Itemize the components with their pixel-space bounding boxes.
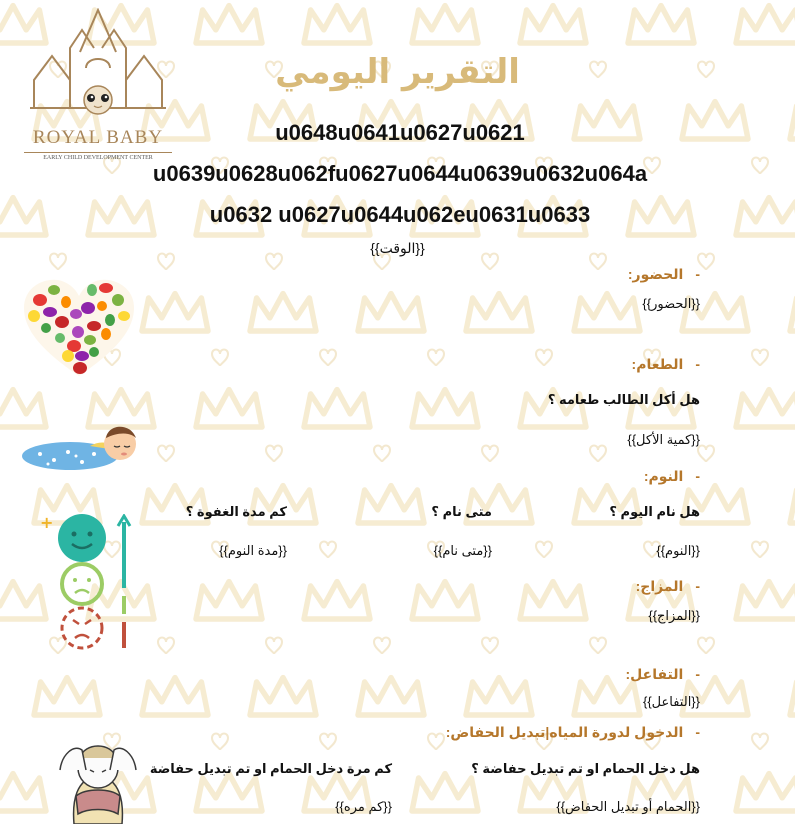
crown-background-icon	[790, 294, 795, 331]
vegetable-icon	[118, 311, 130, 321]
crown-background-icon	[0, 198, 46, 235]
time-placeholder: {{الوقت}}	[370, 240, 425, 256]
crown-background-icon	[358, 486, 424, 523]
heart-background-icon	[212, 350, 228, 367]
crown-background-icon	[304, 390, 370, 427]
mood-heading	[636, 578, 700, 595]
heart-background-icon	[752, 734, 768, 751]
toilet-value-entered: {{الحمام أو تبديل الحفاض}}	[556, 799, 700, 814]
vegetable-icon	[48, 285, 60, 295]
vegetable-icon	[28, 310, 40, 322]
heart-background-icon	[428, 734, 444, 751]
crown-background-icon	[520, 6, 586, 43]
crown-background-icon	[736, 390, 795, 427]
vegetable-icon	[105, 314, 115, 326]
crown-background-icon	[196, 774, 262, 811]
vegetable-icon	[61, 296, 71, 308]
crown-background-icon	[196, 390, 262, 427]
attendance-heading	[628, 266, 700, 283]
bullet-dash: -	[695, 356, 700, 372]
attendance-label: الحضور:	[627, 266, 684, 282]
vegetable-icon	[75, 351, 89, 361]
vegetable-icon	[41, 323, 51, 333]
heart-background-icon	[320, 542, 336, 559]
sleep-label: النوم:	[643, 468, 684, 484]
bullet-dash: -	[695, 666, 700, 682]
crown-background-icon	[412, 6, 478, 43]
vegetable-icon	[101, 328, 111, 340]
bullet-dash: -	[695, 578, 700, 594]
attendance-value: {{الحضور}}	[642, 296, 700, 311]
heart-background-icon	[698, 446, 714, 463]
vegetable-icon	[33, 294, 47, 306]
crown-background-icon	[358, 294, 424, 331]
crown-background-icon	[412, 582, 478, 619]
vegetable-icon	[89, 347, 99, 357]
crown-background-icon	[790, 486, 795, 523]
interaction-heading	[626, 666, 701, 683]
sleep-heading	[644, 468, 700, 485]
heart-background-icon	[158, 638, 174, 655]
crown-background-icon	[304, 582, 370, 619]
crown-background-icon	[466, 678, 532, 715]
sleep-question-when: متى نام ؟	[431, 504, 492, 519]
vegetable-icon	[99, 283, 113, 293]
mood-scale-icon	[38, 514, 138, 650]
crown-background-icon	[736, 582, 795, 619]
mood-label: المزاج:	[635, 578, 684, 594]
food-label: الطعام:	[631, 356, 684, 372]
toilet-question-count: كم مرة دخل الحمام او تم تبديل حفاضة	[149, 761, 392, 776]
sleep-question-slept: هل نام اليوم ؟	[609, 504, 700, 519]
mood-value: {{المزاج}}	[648, 608, 700, 623]
heart-background-icon	[698, 638, 714, 655]
heart-background-icon	[320, 734, 336, 751]
vegetable-icon	[73, 362, 87, 374]
bullet-dash: -	[695, 266, 700, 282]
vegetable-icon	[84, 335, 96, 345]
vegetable-icon	[87, 284, 97, 296]
toilet-label: الدخول لدورة المياه|تبديل الحفاض:	[445, 724, 684, 740]
vegetable-icon	[87, 321, 101, 331]
heart-background-icon	[590, 638, 606, 655]
crown-background-icon	[250, 294, 316, 331]
encoded-name-line-2: u0639u0628u062fu0627u0644u0639u0632u064a	[152, 161, 648, 186]
sleep-question-duration: كم مدة الغفوة ؟	[185, 504, 287, 519]
crown-background-icon	[358, 678, 424, 715]
vegetable-icon	[55, 316, 69, 328]
sleeping-baby-icon	[20, 418, 138, 474]
crown-background-icon	[412, 390, 478, 427]
heart-background-icon	[752, 542, 768, 559]
heart-background-icon	[590, 446, 606, 463]
crown-background-icon	[466, 294, 532, 331]
sleep-value-slept: {{النوم}}	[656, 543, 700, 558]
interaction-value: {{التفاعل}}	[642, 694, 700, 709]
crown-background-icon	[196, 6, 262, 43]
encoded-name-line-1: u0648u0641u0627u0621	[275, 120, 525, 145]
bullet-dash: -	[695, 724, 700, 740]
heart-background-icon	[536, 542, 552, 559]
crown-background-icon	[196, 582, 262, 619]
vegetable-icon	[43, 307, 57, 317]
crown-background-icon	[304, 6, 370, 43]
vegetable-icon	[62, 350, 74, 362]
crown-background-icon	[628, 6, 694, 43]
crown-background-icon	[574, 678, 640, 715]
interaction-label: التفاعل:	[625, 666, 684, 682]
crown-background-icon	[736, 198, 795, 235]
crown-background-icon	[790, 102, 795, 139]
svg-text:+: +	[40, 514, 54, 532]
vegetable-icon	[97, 301, 107, 311]
heart-background-icon	[428, 350, 444, 367]
vegetable-icon	[70, 309, 82, 319]
vegetable-icon	[72, 326, 84, 338]
heart-background-icon	[536, 350, 552, 367]
vegetable-icon	[81, 302, 95, 314]
crown-background-icon	[412, 774, 478, 811]
heart-background-icon	[320, 350, 336, 367]
heart-background-icon	[266, 638, 282, 655]
crown-background-icon	[0, 774, 46, 811]
bullet-dash: -	[695, 468, 700, 484]
crown-background-icon	[736, 6, 795, 43]
crown-background-icon	[520, 582, 586, 619]
page-title: التقرير اليومي	[275, 52, 520, 92]
toilet-value-count: {{كم مره}}	[335, 799, 392, 814]
heart-background-icon	[212, 734, 228, 751]
food-value: {{كمية الأكل}}	[627, 432, 700, 447]
logo-tagline: EARLY CHILD DEVELOPMENT CENTER	[24, 152, 172, 161]
heart-background-icon	[752, 158, 768, 175]
vegetable-icon	[55, 333, 65, 343]
logo-brand: ROYAL BABY	[32, 127, 164, 148]
toilet-heading	[446, 724, 700, 741]
upset-child-icon	[56, 740, 140, 824]
crown-background-icon	[142, 678, 208, 715]
toilet-question-entered: هل دخل الحمام او تم تبديل حفاضة ؟	[471, 761, 700, 776]
vegetable-icon	[112, 294, 124, 306]
crown-background-icon	[790, 678, 795, 715]
heart-background-icon	[374, 446, 390, 463]
sleep-value-when: {{متى نام}}	[433, 543, 492, 558]
heart-background-icon	[482, 638, 498, 655]
encoded-name-line-3: u0632 u0627u0644u062eu0631u0633	[209, 202, 591, 227]
sleep-value-duration: {{مدة النوم}}	[219, 543, 287, 558]
crown-background-icon	[142, 294, 208, 331]
heart-background-icon	[482, 446, 498, 463]
heart-background-icon	[158, 446, 174, 463]
crown-background-icon	[736, 774, 795, 811]
crown-background-icon	[34, 678, 100, 715]
heart-background-icon	[374, 638, 390, 655]
crown-background-icon	[574, 294, 640, 331]
food-question: هل أكل الطالب طعامه ؟	[547, 392, 700, 407]
crown-background-icon	[250, 678, 316, 715]
vegetable-heart-icon	[20, 276, 138, 380]
food-heading	[632, 356, 700, 373]
heart-background-icon	[752, 350, 768, 367]
heart-background-icon	[266, 446, 282, 463]
